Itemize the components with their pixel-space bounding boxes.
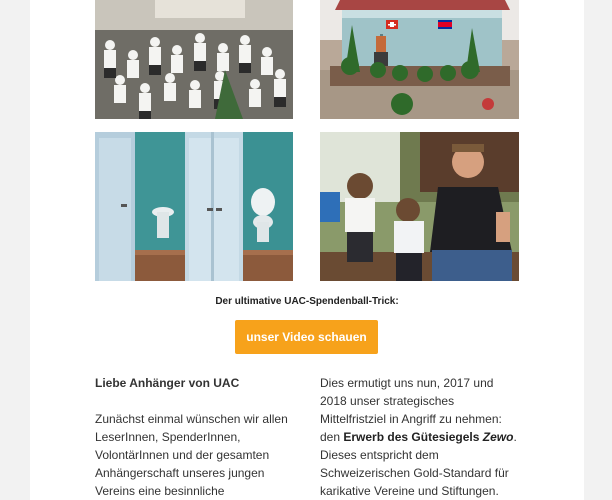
right-column [320,374,520,500]
watch-video-button[interactable]: unser Video schauen [235,320,378,354]
greeting: Liebe Anhänger von UAC [95,376,240,390]
photo-toilet-cabins [95,132,293,281]
photo-sanitary-building [320,0,519,119]
goal-paragraph [320,374,520,500]
left-column [95,374,295,500]
zewo-brand: Zewo [482,430,514,444]
goal-intro: Dies ermutigt uns nun, 2017 und 2018 unser strategisches Mittelfristziel in Angriff zu nehmen: den [320,376,502,444]
photo-school-children [95,0,293,119]
trick-heading: Der ultimative UAC-Spendenball-Trick: [215,296,399,307]
standard-paragraph: Dieses entspricht dem Schweizerischen Gold-Standard für karikative Vereine und Stiftungen. [320,448,509,498]
photo-children-with-man [320,132,519,281]
goal-end: . [513,430,517,444]
goal-strong: Erwerb des Gütesiegels Zewo [343,430,514,444]
intro-paragraph: Zunächst einmal wünschen wir allen LeserInnen, SpenderInnen, VolontärInnen und der gesamten Anhängerschaft unseres jungen Vereins eine besinnliche [95,412,288,498]
